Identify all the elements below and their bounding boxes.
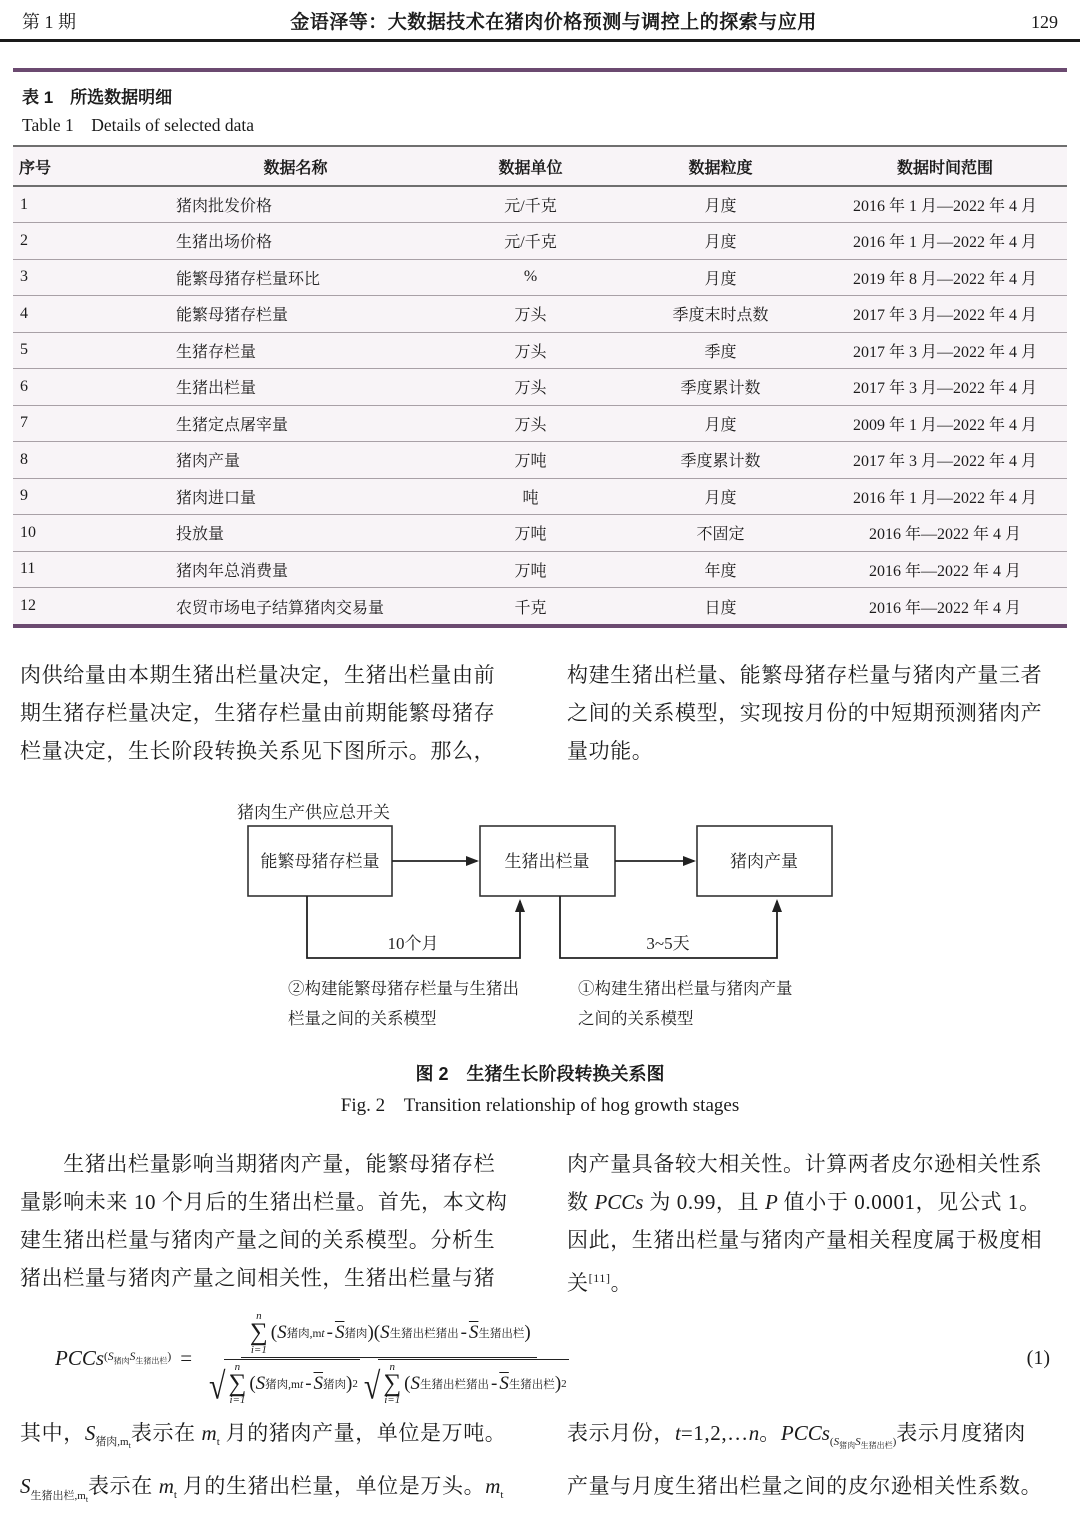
table-cell: 7 [20,414,28,432]
table-cell: 季度 [704,343,737,361]
var-s: S [107,1350,114,1363]
summation [383,1362,401,1407]
running-header [0,0,1080,34]
exponent-2: 2 [352,1377,358,1390]
table-cell: 季度末时点数 [672,307,769,325]
table1-caption-en: Table 1 Details of selected data [22,115,255,135]
text-section-1 [0,656,1080,770]
fraction [201,1310,577,1407]
var-s-bar: $\overline{S}$ [313,1372,324,1394]
col-header-name: 数据名称 [263,159,328,177]
table-cell: 2 [20,231,28,249]
paragraph-right [567,1145,1060,1302]
table-cell: 万头 [514,307,547,325]
table-cell: 1 [20,195,28,213]
table-cell: 2019 年 8 月—2022 年 4 月 [852,270,1037,288]
sub-hog-m: 生猪出栏,m [30,1489,86,1502]
sum-upper: n [234,1360,241,1373]
equals-sign: = [180,1346,193,1370]
minus-sign: - [490,1372,498,1394]
sub-pork-m: 猪肉,m [286,1328,322,1341]
text-section-2 [0,1145,1080,1302]
sum-lower: i=1 [250,1343,267,1356]
table-row [13,296,1067,333]
table-row [13,186,1067,223]
table-cell: 10 [20,523,36,541]
flow-annotation-left-line1: ②构建能繁母猪存栏量与生猪出 [288,979,519,998]
sub-pork-m: 猪肉,m [95,1436,129,1449]
table-cell: 2017 年 3 月—2022 年 4 月 [852,343,1037,361]
text-run: 表示月度猪肉 产量与月度生猪出栏量之间的皮尔逊相关性系数。 [567,1421,1043,1499]
table-cell: 2016 年 1 月—2022 年 4 月 [852,198,1037,215]
journal-issue: 第 1 期 [22,12,76,32]
col-header-timerange: 数据时间范围 [896,159,993,177]
sub-hog: 生猪出栏 [478,1328,525,1341]
var-s: S [380,1322,390,1344]
sub-t: t [128,1441,131,1451]
radical-sign: √ [209,1366,226,1408]
sub-t: t [300,1378,304,1391]
table-cell: 吨 [522,489,539,507]
table-cell: 不固定 [696,526,745,544]
paren: ( [270,1322,278,1344]
text-run: 表示月份， [567,1421,675,1445]
table-cell: 2016 年 1 月—2022 年 4 月 [852,234,1037,252]
sqrt-right [364,1359,569,1407]
flowchart-figure [0,798,1080,1048]
paren: ) [367,1322,374,1344]
summation [229,1362,247,1407]
paragraph-left: 肉供给量由本期生猪出栏量决定，生猪出栏量由前 期生猪存栏量决定，生猪存栏量由前期能繁母猪存 栏量决定，生长阶段转换关系见下图所示。那么， [20,663,496,763]
sub-pork: 猪肉 [839,1441,856,1451]
table-cell: 元/千克 [504,234,557,252]
table-cell: 9 [20,487,28,505]
var-m: m [201,1421,217,1445]
paren: ) [892,1436,897,1449]
sigma: ∑ [383,1369,402,1397]
sub-t: t [500,1489,504,1502]
var-p: P [764,1190,778,1214]
sqrt-left [209,1359,360,1407]
col-header-unit: 数据单位 [498,159,563,177]
page-number: 129 [1030,12,1058,32]
table-cell: 月度 [704,234,737,252]
text-section-3 [0,1413,1080,1520]
text-run: ( [104,1350,108,1363]
table-cell: 万吨 [514,453,547,471]
table-cell: 5 [20,341,28,359]
var-s: S [855,1436,861,1449]
table-cell: 生猪出场价格 [176,234,273,252]
table-cell: 日度 [704,599,737,617]
minus-sign: - [305,1372,312,1394]
table-cell: 元/千克 [504,198,557,215]
equation-lhs [55,1346,171,1371]
table-cell: 11 [20,560,36,578]
subscript [265,1376,303,1392]
table-cell: 8 [20,450,28,468]
flow-annotation-right-line2: 之间的关系模型 [578,1009,694,1028]
sub-t: t [321,1328,325,1341]
table-cell: 2016 年—2022 年 4 月 [868,526,1021,544]
var-s-bar: $\overline{S}$ [334,1322,345,1344]
sub-pork: 猪肉 [344,1328,368,1341]
subscript [31,1490,89,1502]
table-cell: 猪肉产量 [176,453,241,471]
table-cell: 万头 [514,343,547,361]
table-cell: 6 [20,377,28,395]
minus-sign: - [460,1322,467,1344]
table-cell: 2016 年—2022 年 4 月 [868,562,1021,580]
radical-sign: √ [363,1366,381,1408]
lhs-subscript [104,1351,171,1366]
table-top-rule [13,68,1067,72]
text-run: 其中， [20,1421,85,1445]
col-header-index: 序号 [19,159,52,177]
var-s: S [410,1372,420,1394]
radicand [378,1359,568,1407]
sub-t: t [216,1436,220,1449]
table-row [13,259,1067,296]
table-cell: 2016 年—2022 年 4 月 [868,599,1021,617]
table-cell: 投放量 [176,526,225,544]
equation-1 [0,1302,1080,1411]
sub-t: t [173,1489,177,1502]
table-header-row [13,146,1067,186]
flow-switch-label: 猪肉生产供应总开关 [237,803,390,822]
text-run: ) [167,1350,172,1363]
sub-t: t [85,1494,89,1504]
table-cell: 万头 [514,380,547,398]
var-t: t [675,1421,681,1445]
paren: ) [524,1322,531,1344]
running-title: 金语泽等：大数据技术在猪肉价格预测与调控上的探索与应用 [290,12,817,33]
subscript [95,1436,131,1451]
text-run: 。 [610,1271,633,1295]
numerator [241,1310,537,1358]
sub-pork-m: 猪肉,m [265,1378,300,1391]
sub-hog: 生猪出栏 [508,1378,555,1391]
flow-box-hog-label: 生猪出栏量 [504,852,590,871]
var-s: S [277,1322,287,1344]
figure-caption-en: Fig. 2 Transition relationship of hog growth stages [340,1095,740,1116]
equation-number: (1) [1026,1347,1050,1369]
table-row [13,515,1067,552]
sigma: ∑ [228,1369,247,1397]
data-table [13,145,1067,624]
sub-hog-m: 生猪出栏猪出 [389,1328,459,1341]
paragraph-right [567,1413,1060,1520]
table-bottom-rule [13,624,1067,628]
text-run: =1,2,… [680,1421,749,1445]
table-row [13,405,1067,442]
sub-hog: 生猪出栏 [860,1441,893,1451]
table-row [13,223,1067,260]
subscript [829,1436,897,1451]
var-n: n [748,1421,760,1445]
table-cell: % [523,268,538,286]
col-header-granularity: 数据粒度 [688,159,753,177]
minus-sign: - [326,1322,333,1344]
citation-ref: [11] [588,1271,611,1285]
table-cell: 2017 年 3 月—2022 年 4 月 [852,453,1037,471]
var-s: S [20,1474,31,1499]
table-row [13,442,1067,479]
table-cell: 12 [20,597,36,614]
header-rule [0,39,1080,42]
var-pccs: PCCs [55,1346,105,1370]
table-cell: 4 [20,304,28,322]
var-s-bar: $\overline{S}$ [499,1372,509,1394]
sub-hog: 生猪出栏 [135,1356,168,1366]
var-m: m [485,1474,501,1499]
table-cell: 猪肉年总消费量 [176,562,289,580]
sub-hog-m: 生猪出栏猪出 [419,1378,489,1391]
paren: ( [373,1322,381,1344]
table-row [13,332,1067,369]
sum-lower: i=1 [384,1394,401,1406]
flow-annotation-left-line2: 栏量之间的关系模型 [288,1009,437,1028]
table-cell: 能繁母猪存栏量环比 [176,270,321,288]
text-run: 为 0.99，且 [643,1190,765,1214]
loop-label-10-months: 10个月 [387,934,439,953]
flow-box-pork-label: 猪肉产量 [730,852,798,871]
paren: ) [554,1372,562,1394]
flow-box-sow-label: 能繁母猪存栏量 [260,852,380,871]
paren: ) [346,1372,353,1394]
var-s: S [84,1421,96,1445]
exponent-2: 2 [561,1377,567,1390]
table-cell: 猪肉进口量 [176,489,257,507]
table-row [13,369,1067,406]
table-cell: 万吨 [514,562,547,580]
var-s: S [129,1350,136,1363]
denominator [201,1358,577,1408]
text-run: 表示在 [130,1421,202,1445]
table-row [13,478,1067,515]
text-run: 表示在 [88,1474,159,1499]
table-cell: 万头 [514,416,547,434]
radicand [224,1359,360,1407]
table-cell: 月度 [704,489,737,507]
paren: ( [249,1372,256,1394]
loop-label-3-5-days: 3~5天 [646,934,690,953]
text-run: 月的猪肉产量，单位是万吨。 [225,1421,507,1445]
table-cell: 猪肉批发价格 [176,198,273,215]
table-cell: 季度累计数 [680,380,761,398]
table-cell: 月度 [704,416,737,434]
subscript [287,1325,325,1341]
var-s-bar: $\overline{S}$ [468,1322,479,1344]
table-cell: 年度 [704,562,737,580]
table-cell: 能繁母猪存栏量 [176,307,289,325]
table-cell: 3 [20,268,28,286]
table-row [13,551,1067,588]
table-cell: 千克 [514,599,547,617]
table-cell: 月度 [704,198,737,215]
text-run: 月的生猪出栏量，单位是万头。 [176,1474,486,1499]
var-s: S [255,1372,266,1394]
flow-annotation-right-line1: ①构建生猪出栏量与猪肉产量 [578,979,793,998]
var-pccs: PCCs [594,1190,644,1214]
table-cell: 季度累计数 [680,453,761,471]
sub-pork: 猪肉 [323,1378,347,1391]
sum-lower: i=1 [229,1394,246,1406]
sigma: ∑ [249,1319,268,1346]
table-cell: 月度 [704,270,737,288]
paren: ( [829,1436,834,1449]
table-cell: 2009 年 1 月—2022 年 4 月 [852,416,1037,434]
table-cell: 2016 年 1 月—2022 年 4 月 [852,489,1037,507]
table-cell: 2017 年 3 月—2022 年 4 月 [852,307,1037,325]
var-s: S [833,1436,840,1449]
paren: ( [404,1372,411,1394]
paragraph-left: 生猪出栏量影响当期猪肉产量，能繁母猪存栏 量影响未来 10 个月后的生猪出栏量。首先，本文构 建生猪出栏量与猪肉产量之间的关系模型。分析生 猪出栏量与猪肉产量之间相关性，生猪出栏量与猪 [20,1152,508,1290]
text-run: 值小于 0.0001，见公式 1。 因此，生猪出栏量与猪肉产量相关程度属于极度相 关 [567,1190,1043,1295]
table-cell: 农贸市场电子结算猪肉交易量 [176,599,385,617]
table-row [13,588,1067,625]
sum-upper: n [389,1360,395,1373]
sum-upper: n [256,1310,262,1322]
var-m: m [158,1474,174,1499]
text-run: 。 [759,1421,781,1445]
var-pccs: PCCs [780,1421,830,1445]
summation [250,1311,268,1356]
figure-caption-zh: 图 2 生猪生长阶段转换关系图 [415,1064,665,1084]
table-cell: 生猪出栏量 [176,380,257,398]
paragraph-left [20,1413,513,1520]
text-run: 肉产量具备较大相关性。计算两者皮尔逊相关性系 数 [567,1152,1043,1214]
table-cell: 生猪定点屠宰量 [176,416,289,434]
paragraph-right: 构建生猪出栏量、能繁母猪存栏量与猪肉产量三者 之间的关系模型，实现按月份的中短期预测猪肉产 量功能。 [567,663,1043,763]
table-cell: 2017 年 3 月—2022 年 4 月 [852,380,1037,398]
table1-caption-zh: 表 1 所选数据明细 [22,88,173,107]
table-cell: 生猪存栏量 [176,343,257,361]
table-cell: 万吨 [514,526,547,544]
sub-pork: 猪肉 [113,1356,130,1366]
